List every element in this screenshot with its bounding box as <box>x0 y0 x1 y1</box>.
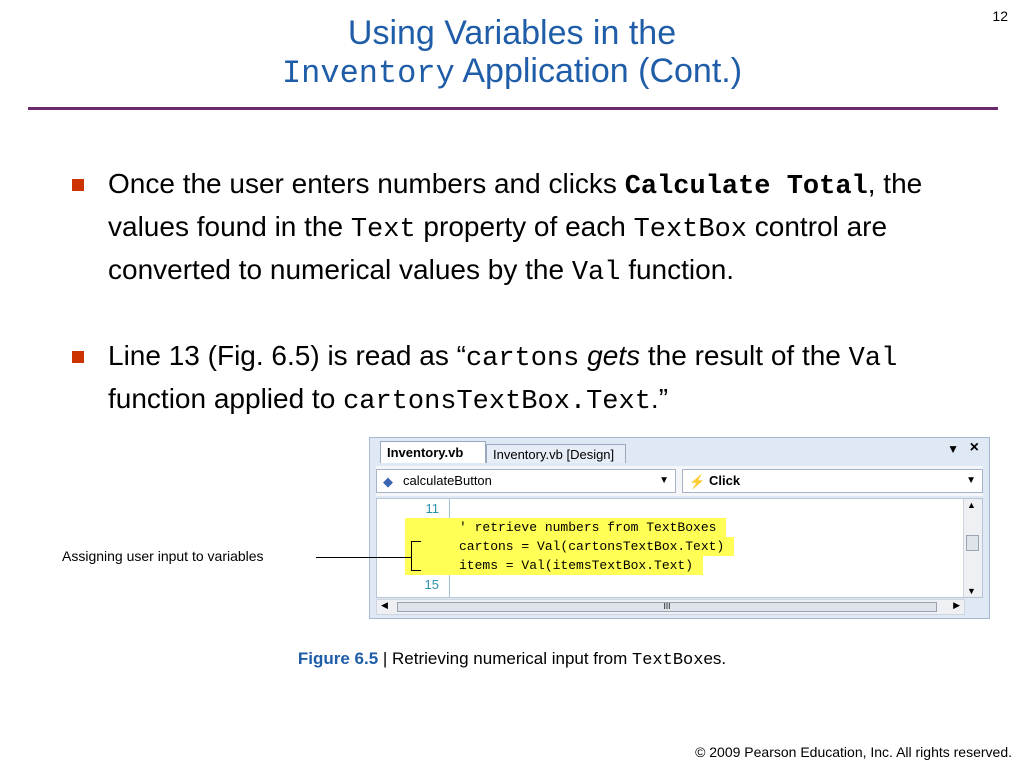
object-combo[interactable] <box>376 469 676 493</box>
title-line-1: Using Variables in the <box>347 14 677 52</box>
callout-label: Assigning user input to variables <box>62 548 264 564</box>
ide-combo-bar <box>376 466 983 496</box>
bullet-text-segment: Text <box>350 215 416 245</box>
line-number: 15 <box>424 577 439 592</box>
event-combo-value: Click <box>709 473 741 488</box>
object-icon: ◆ <box>383 474 393 489</box>
ide-tab-strip <box>370 438 989 464</box>
bullet-text-segment: Once the user enters numbers and clicks <box>108 168 625 199</box>
figure-caption <box>0 649 1024 670</box>
bullet-text-segment <box>579 340 587 371</box>
bullet-text-segment: gets <box>587 340 641 371</box>
bullet-text-segment: cartonsTextBox.Text <box>343 387 651 417</box>
scroll-thumb[interactable]: III <box>397 602 937 612</box>
bullet-text-segment: Val <box>571 258 621 288</box>
lightning-icon: ⚡ <box>689 474 706 489</box>
scroll-right-icon[interactable]: ▶ <box>953 600 960 610</box>
bullet-text-segment: control are converted to numerical values by the <box>108 211 888 285</box>
bullet-text-segment: property of each <box>415 211 634 242</box>
ide-screenshot <box>369 437 990 619</box>
callout-bracket <box>411 541 421 571</box>
object-combo-value: calculateButton <box>403 473 492 488</box>
scroll-left-icon[interactable]: ◀ <box>381 600 388 610</box>
tab-inventory-vb[interactable]: Inventory.vb <box>380 441 486 463</box>
horizontal-scrollbar[interactable] <box>376 599 965 615</box>
bullet-text-segment: function. <box>620 254 735 285</box>
code-editor[interactable] <box>376 498 983 598</box>
scroll-thumb[interactable] <box>966 535 979 551</box>
bullet-text-segment: TextBox <box>633 215 747 245</box>
callout-leader-tick <box>402 557 411 558</box>
bullet-text-segment: Line 13 (Fig. 6.5) is read as “ <box>108 340 466 371</box>
bullet-text-segment: the result of the <box>640 340 849 371</box>
scroll-down-icon[interactable]: ▼ <box>967 586 976 596</box>
title-line-2-rest: Application (Cont.) <box>454 52 743 90</box>
title-divider <box>28 107 998 110</box>
code-line-12: ' retrieve numbers from TextBoxes <box>405 518 726 537</box>
chevron-down-icon[interactable]: ▼ <box>659 475 669 486</box>
bullet-text-segment: Val <box>848 344 898 374</box>
caption-text: | Retrieving numerical input from <box>378 649 633 668</box>
bullet-2 <box>108 336 998 422</box>
title-line-2 <box>0 52 1024 93</box>
vertical-scrollbar[interactable] <box>963 499 982 597</box>
bullet-text-segment: Calculate Total <box>624 172 868 202</box>
scroll-up-icon[interactable]: ▲ <box>967 500 976 510</box>
bullet-text-segment: .” <box>650 383 669 414</box>
bullet-marker <box>72 179 84 191</box>
title-code: Inventory <box>281 55 455 92</box>
caption-label: Figure 6.5 <box>297 649 379 668</box>
tab-inventory-design[interactable]: Inventory.vb [Design] <box>486 444 626 463</box>
copyright-notice: © 2009 Pearson Education, Inc. All rights reserved. <box>695 744 1012 760</box>
line-number: 11 <box>425 501 439 516</box>
bullet-text-segment: function applied to <box>108 383 344 414</box>
caption-code: TextBox <box>632 651 704 670</box>
bullet-text-segment: cartons <box>465 344 580 374</box>
chevron-down-icon[interactable]: ▼ <box>966 475 976 486</box>
slide-number: 12 <box>992 8 1008 24</box>
code-line-14: items = Val(itemsTextBox.Text) <box>405 556 703 575</box>
bullet-marker <box>72 351 84 363</box>
code-line-13: cartons = Val(cartonsTextBox.Text) <box>405 537 734 556</box>
slide-title <box>0 14 1024 93</box>
bullet-1 <box>108 164 998 293</box>
close-icon[interactable]: × <box>969 439 979 456</box>
caption-rest: es. <box>703 649 727 668</box>
tab-dropdown-icon[interactable]: ▼ <box>947 442 959 456</box>
bullet-text-segment: , the values found in the <box>108 168 923 242</box>
callout-leader-line <box>316 557 402 558</box>
event-combo[interactable] <box>682 469 983 493</box>
